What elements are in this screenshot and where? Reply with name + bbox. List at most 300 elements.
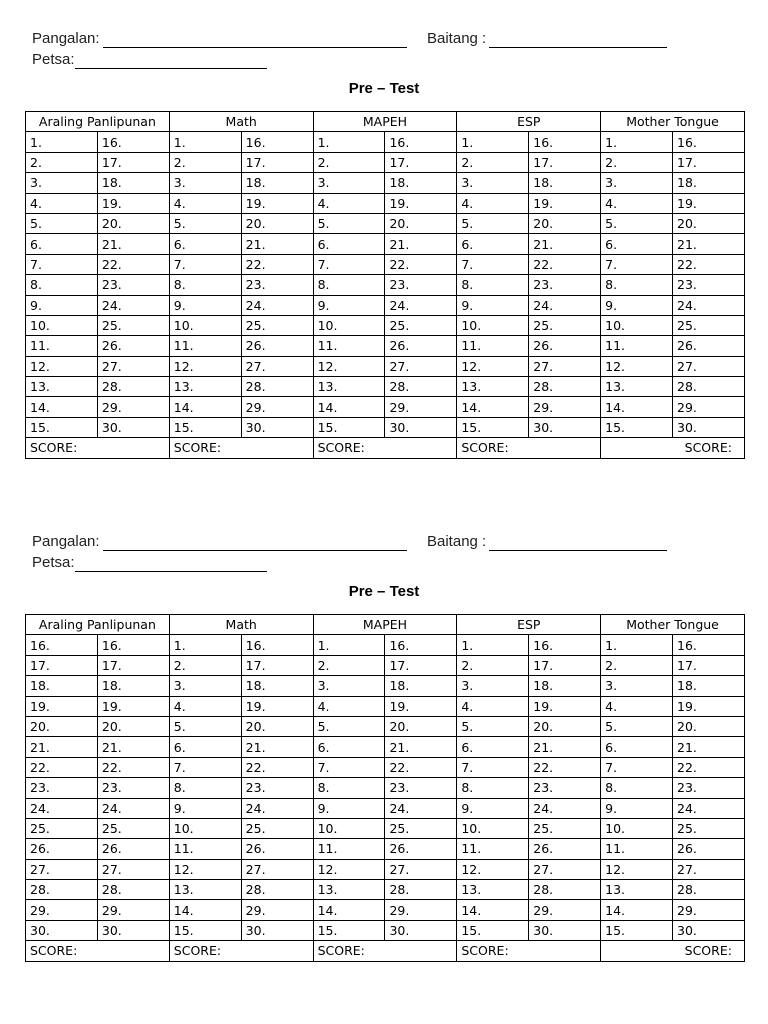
score-cell[interactable]: SCORE: [26, 941, 170, 961]
answer-cell[interactable]: 27. [673, 859, 745, 879]
answer-cell[interactable]: 28. [385, 880, 457, 900]
answer-cell[interactable]: 18. [97, 173, 169, 193]
answer-cell[interactable]: 29. [26, 900, 98, 920]
answer-cell[interactable]: 26. [97, 336, 169, 356]
answer-cell[interactable]: 16. [241, 132, 313, 152]
score-cell[interactable]: SCORE: [457, 941, 601, 961]
answer-cell[interactable]: 9. [26, 295, 98, 315]
answer-cell[interactable]: 19. [673, 696, 745, 716]
answer-cell[interactable]: 10. [169, 818, 241, 838]
answer-cell[interactable]: 5. [601, 213, 673, 233]
answer-cell[interactable]: 13. [26, 377, 98, 397]
answer-cell[interactable]: 18. [529, 173, 601, 193]
answer-cell[interactable]: 5. [457, 213, 529, 233]
answer-cell[interactable]: 29. [529, 900, 601, 920]
answer-cell[interactable]: 24. [529, 798, 601, 818]
answer-cell[interactable]: 22. [529, 757, 601, 777]
answer-cell[interactable]: 19. [26, 696, 98, 716]
answer-cell[interactable]: 9. [457, 798, 529, 818]
answer-cell[interactable]: 7. [169, 757, 241, 777]
answer-cell[interactable]: 13. [313, 880, 385, 900]
answer-cell[interactable]: 11. [169, 839, 241, 859]
answer-cell[interactable]: 15. [457, 417, 529, 437]
answer-cell[interactable]: 3. [313, 173, 385, 193]
answer-cell[interactable]: 16. [241, 635, 313, 655]
answer-cell[interactable]: 6. [313, 234, 385, 254]
answer-cell[interactable]: 6. [169, 234, 241, 254]
answer-cell[interactable]: 25. [241, 818, 313, 838]
answer-cell[interactable]: 17. [241, 152, 313, 172]
answer-cell[interactable]: 26. [529, 336, 601, 356]
answer-cell[interactable]: 20. [241, 213, 313, 233]
answer-cell[interactable]: 28. [529, 880, 601, 900]
score-cell[interactable]: SCORE: [313, 941, 457, 961]
date-field[interactable] [32, 51, 267, 69]
answer-cell[interactable]: 9. [601, 295, 673, 315]
answer-cell[interactable]: 25. [673, 818, 745, 838]
answer-cell[interactable]: 23. [26, 778, 98, 798]
answer-cell[interactable]: 4. [313, 193, 385, 213]
answer-cell[interactable]: 18. [385, 676, 457, 696]
answer-cell[interactable]: 2. [601, 655, 673, 675]
answer-cell[interactable]: 12. [457, 356, 529, 376]
grade-field[interactable] [427, 533, 667, 551]
answer-cell[interactable]: 30. [673, 417, 745, 437]
grade-blank-line[interactable] [489, 33, 667, 48]
answer-cell[interactable]: 1. [313, 635, 385, 655]
answer-cell[interactable]: 21. [241, 737, 313, 757]
answer-cell[interactable]: 8. [313, 778, 385, 798]
answer-cell[interactable]: 9. [169, 798, 241, 818]
answer-cell[interactable]: 21. [673, 234, 745, 254]
grade-field[interactable] [427, 30, 667, 48]
answer-cell[interactable]: 15. [313, 417, 385, 437]
answer-cell[interactable]: 24. [673, 798, 745, 818]
answer-cell[interactable]: 1. [601, 132, 673, 152]
answer-cell[interactable]: 27. [385, 859, 457, 879]
answer-cell[interactable]: 21. [97, 737, 169, 757]
answer-cell[interactable]: 1. [313, 132, 385, 152]
answer-cell[interactable]: 23. [97, 778, 169, 798]
answer-cell[interactable]: 16. [673, 132, 745, 152]
answer-cell[interactable]: 10. [313, 315, 385, 335]
answer-cell[interactable]: 10. [601, 818, 673, 838]
answer-cell[interactable]: 1. [169, 132, 241, 152]
answer-cell[interactable]: 4. [169, 193, 241, 213]
answer-cell[interactable]: 24. [673, 295, 745, 315]
answer-cell[interactable]: 6. [457, 234, 529, 254]
answer-cell[interactable]: 11. [601, 336, 673, 356]
answer-cell[interactable]: 5. [169, 716, 241, 736]
answer-cell[interactable]: 8. [313, 275, 385, 295]
answer-cell[interactable]: 3. [313, 676, 385, 696]
answer-cell[interactable]: 11. [313, 839, 385, 859]
answer-cell[interactable]: 23. [241, 275, 313, 295]
answer-cell[interactable]: 24. [97, 798, 169, 818]
answer-cell[interactable]: 2. [313, 655, 385, 675]
answer-cell[interactable]: 26. [241, 839, 313, 859]
score-cell[interactable]: SCORE: [169, 438, 313, 458]
answer-cell[interactable]: 6. [26, 234, 98, 254]
answer-cell[interactable]: 20. [97, 716, 169, 736]
answer-cell[interactable]: 26. [241, 336, 313, 356]
answer-cell[interactable]: 30. [529, 417, 601, 437]
answer-cell[interactable]: 22. [385, 254, 457, 274]
answer-cell[interactable]: 22. [97, 757, 169, 777]
answer-cell[interactable]: 17. [385, 152, 457, 172]
answer-cell[interactable]: 23. [673, 778, 745, 798]
answer-cell[interactable]: 23. [385, 778, 457, 798]
answer-cell[interactable]: 28. [97, 377, 169, 397]
answer-cell[interactable]: 17. [673, 152, 745, 172]
answer-cell[interactable]: 7. [457, 757, 529, 777]
answer-cell[interactable]: 25. [97, 818, 169, 838]
answer-cell[interactable]: 29. [673, 900, 745, 920]
answer-cell[interactable]: 21. [529, 234, 601, 254]
answer-cell[interactable]: 3. [457, 676, 529, 696]
answer-cell[interactable]: 17. [385, 655, 457, 675]
answer-cell[interactable]: 29. [673, 397, 745, 417]
answer-cell[interactable]: 5. [313, 213, 385, 233]
grade-blank-line[interactable] [489, 536, 667, 551]
answer-cell[interactable]: 7. [313, 757, 385, 777]
answer-cell[interactable]: 22. [26, 757, 98, 777]
answer-cell[interactable]: 14. [601, 397, 673, 417]
answer-cell[interactable]: 11. [26, 336, 98, 356]
answer-cell[interactable]: 18. [97, 676, 169, 696]
answer-cell[interactable]: 25. [26, 818, 98, 838]
answer-cell[interactable]: 7. [169, 254, 241, 274]
answer-cell[interactable]: 8. [601, 778, 673, 798]
answer-cell[interactable]: 20. [529, 213, 601, 233]
answer-cell[interactable]: 10. [313, 818, 385, 838]
answer-cell[interactable]: 29. [97, 397, 169, 417]
answer-cell[interactable]: 25. [673, 315, 745, 335]
answer-cell[interactable]: 6. [313, 737, 385, 757]
answer-cell[interactable]: 22. [385, 757, 457, 777]
score-cell[interactable]: SCORE: [313, 438, 457, 458]
answer-cell[interactable]: 25. [385, 315, 457, 335]
answer-cell[interactable]: 7. [313, 254, 385, 274]
answer-cell[interactable]: 27. [241, 859, 313, 879]
answer-cell[interactable]: 14. [26, 397, 98, 417]
answer-cell[interactable]: 17. [97, 152, 169, 172]
answer-cell[interactable]: 27. [241, 356, 313, 376]
answer-cell[interactable]: 21. [26, 737, 98, 757]
answer-cell[interactable]: 27. [97, 859, 169, 879]
answer-cell[interactable]: 30. [97, 920, 169, 940]
answer-cell[interactable]: 28. [385, 377, 457, 397]
score-cell[interactable]: SCORE: [601, 438, 745, 458]
answer-cell[interactable]: 3. [169, 173, 241, 193]
answer-cell[interactable]: 28. [97, 880, 169, 900]
answer-cell[interactable]: 12. [313, 859, 385, 879]
answer-cell[interactable]: 19. [97, 696, 169, 716]
answer-cell[interactable]: 15. [313, 920, 385, 940]
answer-cell[interactable]: 27. [673, 356, 745, 376]
answer-cell[interactable]: 17. [529, 152, 601, 172]
answer-cell[interactable]: 24. [241, 798, 313, 818]
answer-cell[interactable]: 21. [529, 737, 601, 757]
answer-cell[interactable]: 9. [313, 798, 385, 818]
answer-cell[interactable]: 4. [313, 696, 385, 716]
answer-cell[interactable]: 22. [241, 254, 313, 274]
answer-cell[interactable]: 15. [457, 920, 529, 940]
answer-cell[interactable]: 20. [385, 213, 457, 233]
answer-cell[interactable]: 7. [457, 254, 529, 274]
answer-cell[interactable]: 28. [241, 377, 313, 397]
answer-cell[interactable]: 6. [601, 737, 673, 757]
answer-cell[interactable]: 8. [601, 275, 673, 295]
date-blank-line[interactable] [75, 54, 267, 69]
answer-cell[interactable]: 23. [97, 275, 169, 295]
answer-cell[interactable]: 17. [97, 655, 169, 675]
answer-cell[interactable]: 3. [169, 676, 241, 696]
answer-cell[interactable]: 29. [97, 900, 169, 920]
answer-cell[interactable]: 16. [529, 132, 601, 152]
answer-cell[interactable]: 13. [457, 880, 529, 900]
answer-cell[interactable]: 19. [673, 193, 745, 213]
answer-cell[interactable]: 7. [26, 254, 98, 274]
name-field[interactable] [32, 533, 407, 551]
answer-cell[interactable]: 12. [26, 356, 98, 376]
answer-cell[interactable]: 20. [241, 716, 313, 736]
answer-cell[interactable]: 2. [26, 152, 98, 172]
answer-cell[interactable]: 13. [601, 377, 673, 397]
answer-cell[interactable]: 18. [673, 676, 745, 696]
answer-cell[interactable]: 9. [601, 798, 673, 818]
answer-cell[interactable]: 4. [601, 696, 673, 716]
answer-cell[interactable]: 5. [169, 213, 241, 233]
answer-cell[interactable]: 23. [529, 778, 601, 798]
answer-cell[interactable]: 22. [673, 757, 745, 777]
answer-cell[interactable]: 30. [529, 920, 601, 940]
answer-cell[interactable]: 9. [169, 295, 241, 315]
answer-cell[interactable]: 16. [529, 635, 601, 655]
answer-cell[interactable]: 7. [601, 254, 673, 274]
answer-cell[interactable]: 12. [457, 859, 529, 879]
answer-cell[interactable]: 27. [385, 356, 457, 376]
answer-cell[interactable]: 14. [601, 900, 673, 920]
answer-cell[interactable]: 1. [26, 132, 98, 152]
answer-cell[interactable]: 21. [97, 234, 169, 254]
answer-cell[interactable]: 27. [529, 859, 601, 879]
answer-cell[interactable]: 22. [241, 757, 313, 777]
answer-cell[interactable]: 20. [529, 716, 601, 736]
answer-cell[interactable]: 16. [97, 635, 169, 655]
score-cell[interactable]: SCORE: [26, 438, 170, 458]
answer-cell[interactable]: 11. [313, 336, 385, 356]
answer-cell[interactable]: 17. [529, 655, 601, 675]
answer-cell[interactable]: 2. [169, 152, 241, 172]
answer-cell[interactable]: 2. [457, 152, 529, 172]
answer-cell[interactable]: 3. [26, 173, 98, 193]
answer-cell[interactable]: 25. [529, 315, 601, 335]
answer-cell[interactable]: 17. [241, 655, 313, 675]
answer-cell[interactable]: 30. [673, 920, 745, 940]
answer-cell[interactable]: 23. [241, 778, 313, 798]
answer-cell[interactable]: 19. [241, 696, 313, 716]
answer-cell[interactable]: 3. [457, 173, 529, 193]
answer-cell[interactable]: 9. [313, 295, 385, 315]
answer-cell[interactable]: 18. [241, 676, 313, 696]
answer-cell[interactable]: 13. [169, 377, 241, 397]
answer-cell[interactable]: 18. [529, 676, 601, 696]
answer-cell[interactable]: 4. [457, 696, 529, 716]
answer-cell[interactable]: 2. [169, 655, 241, 675]
answer-cell[interactable]: 15. [601, 920, 673, 940]
answer-cell[interactable]: 17. [673, 655, 745, 675]
answer-cell[interactable]: 10. [457, 315, 529, 335]
answer-cell[interactable]: 12. [313, 356, 385, 376]
answer-cell[interactable]: 4. [26, 193, 98, 213]
answer-cell[interactable]: 19. [385, 193, 457, 213]
name-blank-line[interactable] [103, 33, 407, 48]
answer-cell[interactable]: 22. [529, 254, 601, 274]
answer-cell[interactable]: 25. [241, 315, 313, 335]
date-field[interactable] [32, 554, 267, 572]
answer-cell[interactable]: 23. [529, 275, 601, 295]
answer-cell[interactable]: 30. [26, 920, 98, 940]
answer-cell[interactable]: 19. [97, 193, 169, 213]
answer-cell[interactable]: 6. [601, 234, 673, 254]
answer-cell[interactable]: 28. [673, 377, 745, 397]
answer-cell[interactable]: 19. [529, 696, 601, 716]
answer-cell[interactable]: 28. [26, 880, 98, 900]
answer-cell[interactable]: 20. [673, 716, 745, 736]
answer-cell[interactable]: 24. [241, 295, 313, 315]
answer-cell[interactable]: 27. [26, 859, 98, 879]
answer-cell[interactable]: 2. [601, 152, 673, 172]
answer-cell[interactable]: 20. [673, 213, 745, 233]
answer-cell[interactable]: 21. [241, 234, 313, 254]
answer-cell[interactable]: 15. [26, 417, 98, 437]
answer-cell[interactable]: 30. [385, 417, 457, 437]
answer-cell[interactable]: 14. [313, 900, 385, 920]
answer-cell[interactable]: 1. [457, 635, 529, 655]
answer-cell[interactable]: 20. [26, 716, 98, 736]
answer-cell[interactable]: 29. [529, 397, 601, 417]
name-blank-line[interactable] [103, 536, 407, 551]
answer-cell[interactable]: 13. [313, 377, 385, 397]
answer-cell[interactable]: 21. [385, 737, 457, 757]
answer-cell[interactable]: 26. [385, 839, 457, 859]
answer-cell[interactable]: 3. [601, 676, 673, 696]
answer-cell[interactable]: 5. [457, 716, 529, 736]
answer-cell[interactable]: 16. [385, 132, 457, 152]
answer-cell[interactable]: 23. [673, 275, 745, 295]
answer-cell[interactable]: 15. [169, 920, 241, 940]
answer-cell[interactable]: 14. [457, 900, 529, 920]
answer-cell[interactable]: 24. [26, 798, 98, 818]
answer-cell[interactable]: 10. [457, 818, 529, 838]
answer-cell[interactable]: 19. [385, 696, 457, 716]
answer-cell[interactable]: 16. [97, 132, 169, 152]
answer-cell[interactable]: 6. [457, 737, 529, 757]
answer-cell[interactable]: 18. [241, 173, 313, 193]
score-cell[interactable]: SCORE: [601, 941, 745, 961]
answer-cell[interactable]: 4. [601, 193, 673, 213]
answer-cell[interactable]: 12. [601, 356, 673, 376]
answer-cell[interactable]: 2. [457, 655, 529, 675]
answer-cell[interactable]: 27. [529, 356, 601, 376]
score-cell[interactable]: SCORE: [457, 438, 601, 458]
answer-cell[interactable]: 18. [26, 676, 98, 696]
answer-cell[interactable]: 27. [97, 356, 169, 376]
answer-cell[interactable]: 11. [457, 839, 529, 859]
answer-cell[interactable]: 29. [385, 397, 457, 417]
answer-cell[interactable]: 18. [673, 173, 745, 193]
answer-cell[interactable]: 30. [241, 417, 313, 437]
answer-cell[interactable]: 8. [169, 275, 241, 295]
answer-cell[interactable]: 30. [385, 920, 457, 940]
answer-cell[interactable]: 15. [601, 417, 673, 437]
answer-cell[interactable]: 24. [385, 798, 457, 818]
answer-cell[interactable]: 12. [169, 356, 241, 376]
answer-cell[interactable]: 10. [169, 315, 241, 335]
answer-cell[interactable]: 26. [673, 336, 745, 356]
answer-cell[interactable]: 9. [457, 295, 529, 315]
answer-cell[interactable]: 29. [241, 397, 313, 417]
answer-cell[interactable]: 14. [313, 397, 385, 417]
answer-cell[interactable]: 11. [601, 839, 673, 859]
answer-cell[interactable]: 29. [241, 900, 313, 920]
answer-cell[interactable]: 19. [241, 193, 313, 213]
answer-cell[interactable]: 7. [601, 757, 673, 777]
answer-cell[interactable]: 16. [673, 635, 745, 655]
answer-cell[interactable]: 8. [169, 778, 241, 798]
answer-cell[interactable]: 17. [26, 655, 98, 675]
answer-cell[interactable]: 30. [241, 920, 313, 940]
answer-cell[interactable]: 2. [313, 152, 385, 172]
name-field[interactable] [32, 30, 407, 48]
answer-cell[interactable]: 16. [26, 635, 98, 655]
answer-cell[interactable]: 14. [169, 900, 241, 920]
answer-cell[interactable]: 13. [169, 880, 241, 900]
answer-cell[interactable]: 8. [457, 275, 529, 295]
answer-cell[interactable]: 12. [169, 859, 241, 879]
answer-cell[interactable]: 1. [169, 635, 241, 655]
answer-cell[interactable]: 21. [385, 234, 457, 254]
answer-cell[interactable]: 26. [97, 839, 169, 859]
answer-cell[interactable]: 25. [97, 315, 169, 335]
answer-cell[interactable]: 8. [457, 778, 529, 798]
answer-cell[interactable]: 24. [97, 295, 169, 315]
answer-cell[interactable]: 28. [529, 377, 601, 397]
answer-cell[interactable]: 10. [26, 315, 98, 335]
answer-cell[interactable]: 22. [97, 254, 169, 274]
answer-cell[interactable]: 24. [529, 295, 601, 315]
answer-cell[interactable]: 5. [601, 716, 673, 736]
answer-cell[interactable]: 11. [457, 336, 529, 356]
answer-cell[interactable]: 12. [601, 859, 673, 879]
answer-cell[interactable]: 18. [385, 173, 457, 193]
date-blank-line[interactable] [75, 557, 267, 572]
answer-cell[interactable]: 3. [601, 173, 673, 193]
answer-cell[interactable]: 14. [169, 397, 241, 417]
answer-cell[interactable]: 26. [673, 839, 745, 859]
answer-cell[interactable]: 11. [169, 336, 241, 356]
answer-cell[interactable]: 25. [529, 818, 601, 838]
answer-cell[interactable]: 4. [457, 193, 529, 213]
answer-cell[interactable]: 10. [601, 315, 673, 335]
answer-cell[interactable]: 1. [457, 132, 529, 152]
answer-cell[interactable]: 24. [385, 295, 457, 315]
answer-cell[interactable]: 26. [26, 839, 98, 859]
answer-cell[interactable]: 15. [169, 417, 241, 437]
answer-cell[interactable]: 20. [385, 716, 457, 736]
answer-cell[interactable]: 26. [529, 839, 601, 859]
